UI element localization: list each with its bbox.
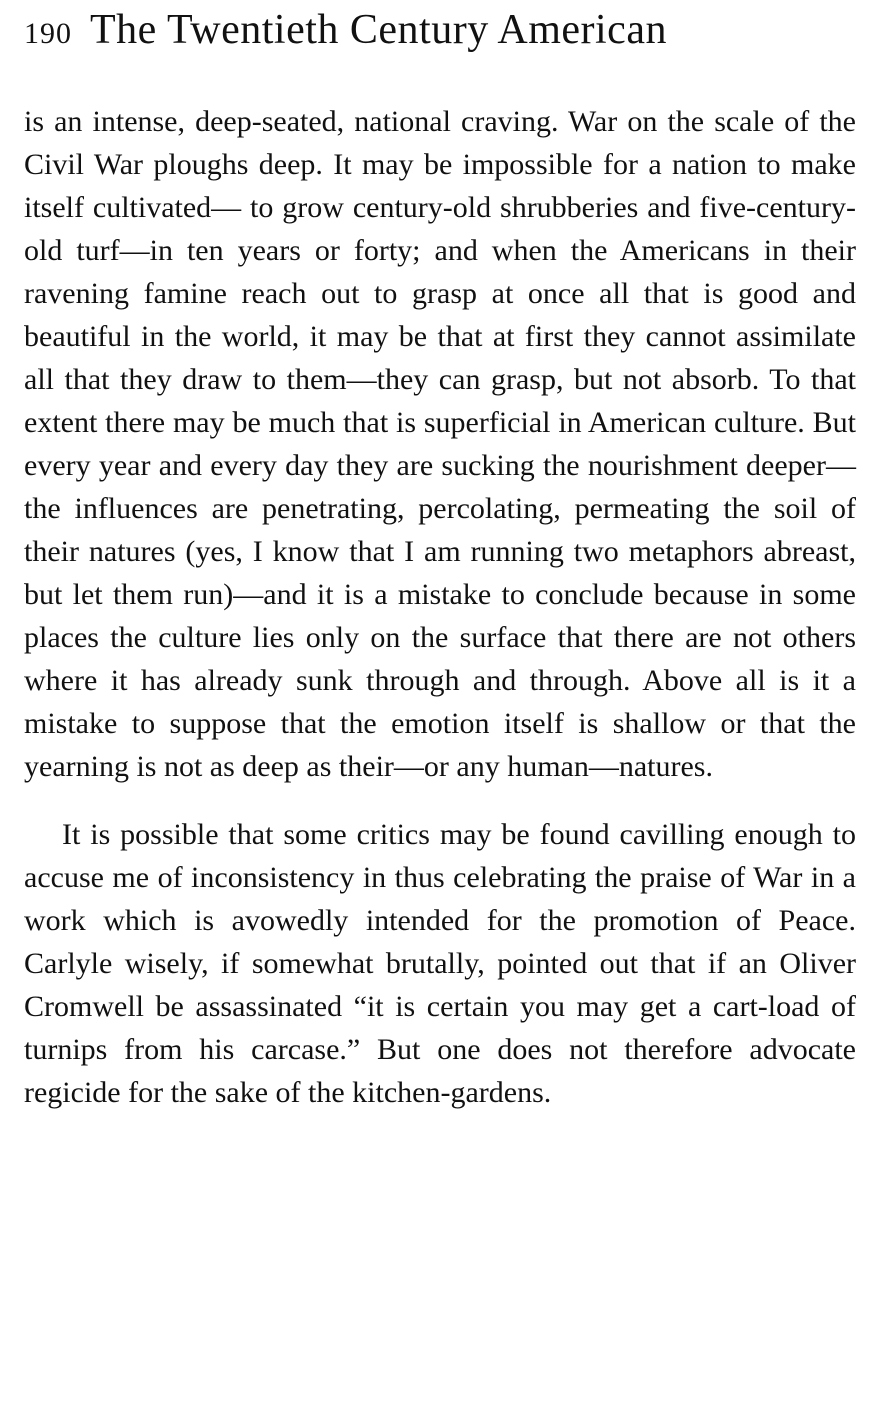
paragraph-continued: is an intense, deep-seated, national craving. War on the scale of the Civil War ploughs deep. It may be impossible for a nation to make itself cultivated— to grow century-old shrubberies and five-century-old turf—in ten years or forty; and when the Americans in their ravening famine reach out to grasp at once all that is good and beautiful in the world, it may be that at first they cannot assimilate all that they draw to them—they can grasp, but not absorb. To that extent there may be much that is superficial in American culture. But every year and every day they are sucking the nourishment deeper—the influences are penetrating, percolating, permeating the soil of their natures (yes, I know that I am running two metaphors abreast, but let them run)—and it is a mistake to conclude because in some places the culture lies only on the surface that there are not others where it has already sunk through and through. Above all is it a mistake to suppose that the emotion itself is shallow or that the yearning is not as deep as their—or any human—natures.: [24, 105, 856, 783]
paragraph: It is possible that some critics may be found cavilling enough to accuse me of inconsistency in thus celebrating the praise of War in a work which is avowedly intended for the promotion of Peace. Carlyle wisely, if somewhat brutally, pointed out that if an Oliver Cromwell be assassinated “it is certain you may get a cart-load of turnips from his carcase.” But one does not therefore advocate regicide for the sake of the kitchen-gardens.: [24, 818, 856, 1109]
book-title: The Twentieth Century American: [90, 7, 667, 53]
running-head: [24, 6, 864, 66]
body-text: [24, 100, 856, 1114]
page-number: 190: [24, 17, 72, 50]
